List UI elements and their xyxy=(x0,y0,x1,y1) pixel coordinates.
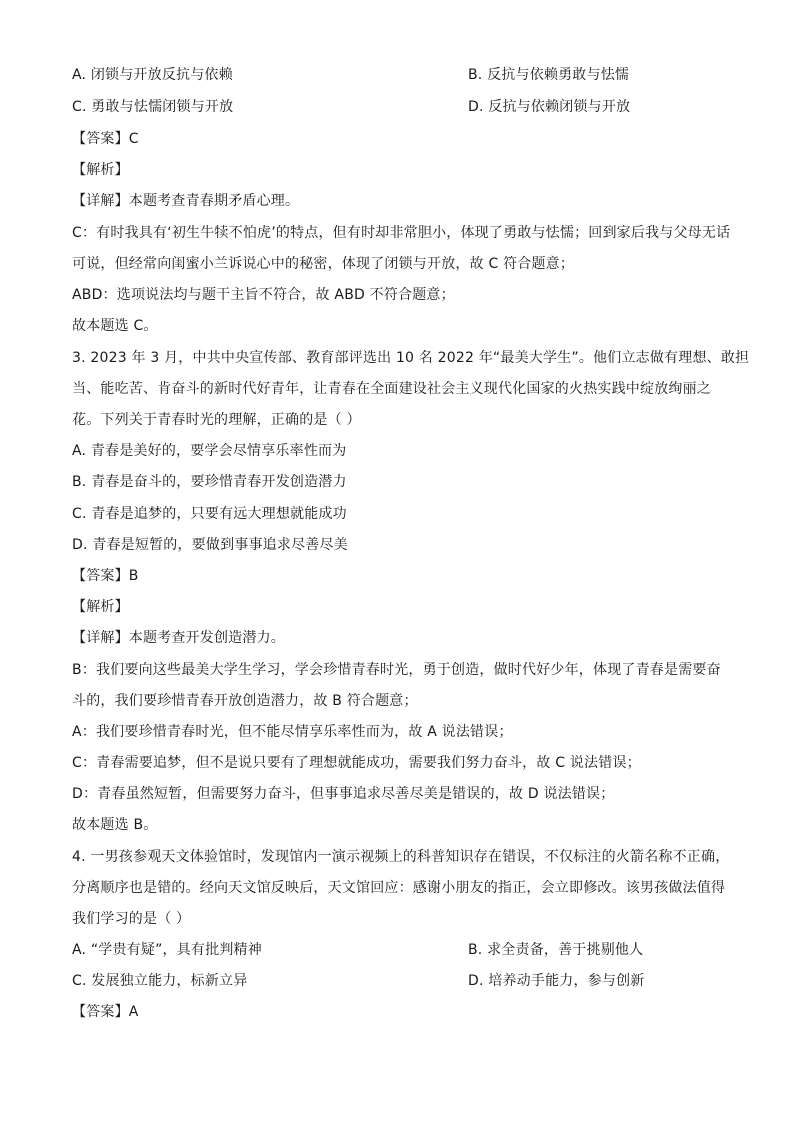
q2-option-c: C. 勇敢与怯懦闭锁与开放 xyxy=(72,99,234,115)
q4-option-b: B. 求全责备，善于挑剔他人 xyxy=(468,942,644,958)
q3-conclusion: 故本题选 B。 xyxy=(72,817,158,833)
q3-explanation-d: D：青春虽然短暂，但需要努力奋斗，但事事追求尽善尽美是错误的，故 D 说法错误； xyxy=(72,786,615,802)
q3-explanation-a: A：我们要珍惜青春时光，但不能尽情享乐率性而为，故 A 说法错误； xyxy=(72,724,513,740)
q2-conclusion: 故本题选 C。 xyxy=(72,318,158,334)
q3-explanation-b-line1: B：我们要向这些最美大学生学习，学会珍惜青春时光，勇于创造，做时代好少年，体现了青春是需要奋 xyxy=(72,662,721,678)
q3-stem-line2: 当、能吃苦、肯奋斗的新时代好青年，让青春在全面建设社会主义现代化国家的火热实践中绽放绚丽之 xyxy=(72,381,711,397)
q2-detail: 【详解】本题考查青春期矛盾心理。 xyxy=(72,193,300,209)
q2-option-d: D. 反抗与依赖闭锁与开放 xyxy=(468,99,631,115)
q3-option-c: C. 青春是追梦的，只要有远大理想就能成功 xyxy=(72,506,347,522)
q3-explanation-b-line2: 斗的，我们要珍惜青春开放创造潜力，故 B 符合题意； xyxy=(72,693,418,709)
q4-stem-line1: 4. 一男孩参观天文体验馆时，发现馆内一演示视频上的科普知识存在错误，不仅标注的火箭名称不正确， xyxy=(72,849,730,865)
q4-option-c: C. 发展独立能力，标新立异 xyxy=(72,973,248,989)
q3-analysis-label: 【解析】 xyxy=(72,599,129,615)
q2-option-b: B. 反抗与依赖勇敢与怯懦 xyxy=(468,67,630,83)
q4-options-row-1 xyxy=(72,939,732,961)
q3-stem-line1: 3. 2023 年 3 月，中共中央宣传部、教育部评选出 10 名 2022 年“最美大学生”。他们立志做有理想、敢担 xyxy=(72,350,750,366)
q3-option-d: D. 青春是短暂的，要做到事事追求尽善尽美 xyxy=(72,537,348,553)
q2-options-row-1 xyxy=(72,64,732,86)
q2-answer: 【答案】C xyxy=(72,131,139,147)
q2-options-row-2 xyxy=(72,96,732,118)
q4-stem-line3: 我们学习的是（ ） xyxy=(72,911,191,927)
q4-option-d: D. 培养动手能力，参与创新 xyxy=(468,973,645,989)
q3-option-b: B. 青春是奋斗的，要珍惜青春开发创造潜力 xyxy=(72,474,347,490)
q4-options-row-2 xyxy=(72,970,732,992)
q3-explanation-c: C：青春需要追梦，但不是说只要有了理想就能成功，需要我们努力奋斗，故 C 说法错误； xyxy=(72,755,641,771)
q2-option-a: A. 闭锁与开放反抗与依赖 xyxy=(72,67,233,83)
q3-stem-line3: 花。下列关于青春时光的理解，正确的是（ ） xyxy=(72,412,361,428)
q2-explanation-abd: ABD：选项说法均与题干主旨不符合，故 ABD 不符合题意； xyxy=(72,287,455,303)
q2-analysis-label: 【解析】 xyxy=(72,162,129,178)
q2-explanation-c-line2: 可说，但经常向闺蜜小兰诉说心中的秘密，体现了闭锁与开放，故 C 符合题意； xyxy=(72,256,575,272)
q4-option-a: A. “学贵有疑”，具有批判精神 xyxy=(72,942,262,958)
q3-detail: 【详解】本题考查开发创造潜力。 xyxy=(72,630,285,646)
q4-stem-line2: 分离顺序也是错的。经向天文馆反映后，天文馆回应：感谢小朋友的指正，会立即修改。该男孩做法值得 xyxy=(72,880,726,896)
q3-answer: 【答案】B xyxy=(72,568,139,584)
q2-explanation-c-line1: C：有时我具有‘初生牛犊不怕虎’的特点，但有时却非常胆小，体现了勇敢与怯懦；回到家后我与父母无话 xyxy=(72,225,731,241)
q4-answer: 【答案】A xyxy=(72,1004,139,1020)
q3-option-a: A. 青春是美好的，要学会尽情享乐率性而为 xyxy=(72,443,347,459)
